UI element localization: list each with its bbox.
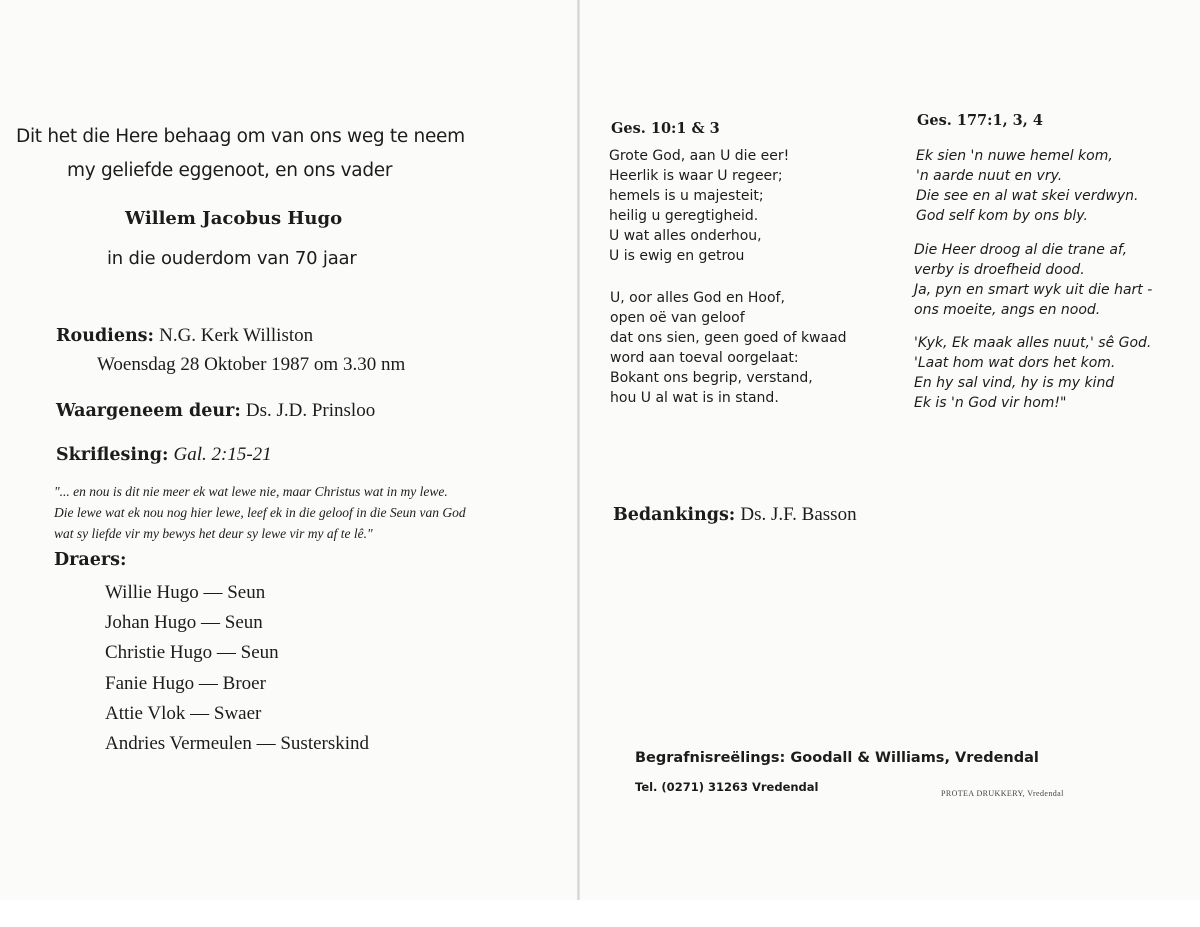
officiant-row: [56, 400, 375, 422]
scripture-quote: [54, 481, 466, 544]
service-datetime: Woensdag 28 Oktober 1987 om 3.30 nm: [97, 354, 406, 375]
hymn2-title: Ges. 177:1, 3, 4: [917, 112, 1043, 129]
hymn-line: Bokant ons begrip, verstand,: [610, 370, 813, 386]
officiant-name: Ds. J.D. Prinsloo: [245, 400, 376, 421]
hymn-line: God self kom by ons bly.: [916, 208, 1088, 224]
hymn2-verse3: [914, 333, 1151, 413]
hymn-line: hemels is u majesteit;: [609, 188, 764, 204]
hymn-line: hou U al wat is in stand.: [610, 390, 779, 406]
intro-line-2: my geliefde eggenoot, en ons vader: [67, 160, 393, 181]
hymn-line: dat ons sien, geen goed of kwaad: [610, 330, 847, 346]
thanks-name: Ds. J.F. Basson: [740, 504, 857, 525]
hymn-line: 'Kyk, Ek maak alles nuut,' sê God.: [914, 335, 1152, 351]
bearers-label: Draers:: [54, 550, 127, 570]
hymn-line: heilig u geregtigheid.: [609, 208, 759, 224]
hymn-line: word aan toeval oorgelaat:: [610, 350, 799, 366]
quote-line: wat sy liefde vir my bewys het deur sy lewe vir my af te lê.": [54, 526, 373, 541]
bearer-item: Attie Vlok — Swaer: [105, 703, 262, 724]
age-line: in die ouderdom van 70 jaar: [107, 248, 357, 269]
thanks-label: Bedankings:: [613, 505, 736, 525]
hymn-line: 'n aarde nuut en vry.: [916, 168, 1063, 184]
reading-row: [56, 444, 272, 466]
hymn-line: Die see en al wat skei verdwyn.: [916, 188, 1139, 204]
officiant-label: Waargeneem deur:: [56, 401, 241, 421]
page-fold: [577, 0, 580, 900]
undertaker-line: Begrafnisreëlings: Goodall & Williams, Vredendal: [635, 750, 1039, 766]
scan-bottom-edge: [0, 900, 1200, 927]
hymn1-verse1: [609, 146, 789, 266]
hymn-line: Ek sien 'n nuwe hemel kom,: [916, 148, 1113, 164]
telephone-line: Tel. (0271) 31263 Vredendal: [635, 780, 819, 794]
hymn-line: Die Heer droog al die trane af,: [914, 242, 1128, 258]
hymn-line: U is ewig en getrou: [609, 248, 745, 264]
intro-line-1: Dit het die Here behaag om van ons weg te neem: [16, 126, 465, 147]
hymn2-verse1: [916, 146, 1138, 226]
bearer-item: Andries Vermeulen — Susterskind: [105, 733, 370, 754]
printer-credit: PROTEA DRUKKERY, Vredendal: [941, 789, 1064, 798]
hymn-line: 'Laat hom wat dors het kom.: [914, 355, 1116, 371]
quote-line: "... en nou is dit nie meer ek wat lewe nie, maar Christus wat in my lewe.: [54, 484, 448, 499]
hymn-line: Ek is 'n God vir hom!": [914, 395, 1067, 411]
hymn-line: En hy sal vind, hy is my kind: [914, 375, 1115, 391]
bearer-item: Fanie Hugo — Broer: [105, 673, 266, 694]
hymn1-verse2: [610, 288, 847, 408]
service-label: Roudiens:: [56, 326, 154, 346]
deceased-name: Willem Jacobus Hugo: [125, 208, 343, 229]
hymn1-title: Ges. 10:1 & 3: [611, 120, 720, 137]
hymn-line: ons moeite, angs en nood.: [914, 302, 1101, 318]
hymn-line: open oë van geloof: [610, 310, 745, 326]
reading-label: Skriflesing:: [56, 445, 169, 465]
hymn-line: Grote God, aan U die eer!: [609, 148, 790, 164]
hymn-line: Ja, pyn en smart wyk uit die hart -: [914, 282, 1153, 298]
hymn-line: Heerlik is waar U regeer;: [609, 168, 783, 184]
reading-reference: Gal. 2:15-21: [173, 444, 272, 465]
hymn-line: U, oor alles God en Hoof,: [610, 290, 785, 306]
hymn-line: verby is droefheid dood.: [914, 262, 1085, 278]
thanks-row: [613, 504, 857, 526]
hymn2-verse2: [914, 240, 1152, 320]
bearer-item: Christie Hugo — Seun: [105, 642, 279, 663]
quote-line: Die lewe wat ek nou nog hier lewe, leef ek in die geloof in die Seun van God: [54, 505, 466, 520]
service-venue: N.G. Kerk Williston: [159, 325, 314, 346]
service-row: [56, 325, 313, 347]
bearer-item: Johan Hugo — Seun: [105, 612, 263, 633]
hymn-line: U wat alles onderhou,: [609, 228, 762, 244]
bearer-item: Willie Hugo — Seun: [105, 582, 266, 603]
